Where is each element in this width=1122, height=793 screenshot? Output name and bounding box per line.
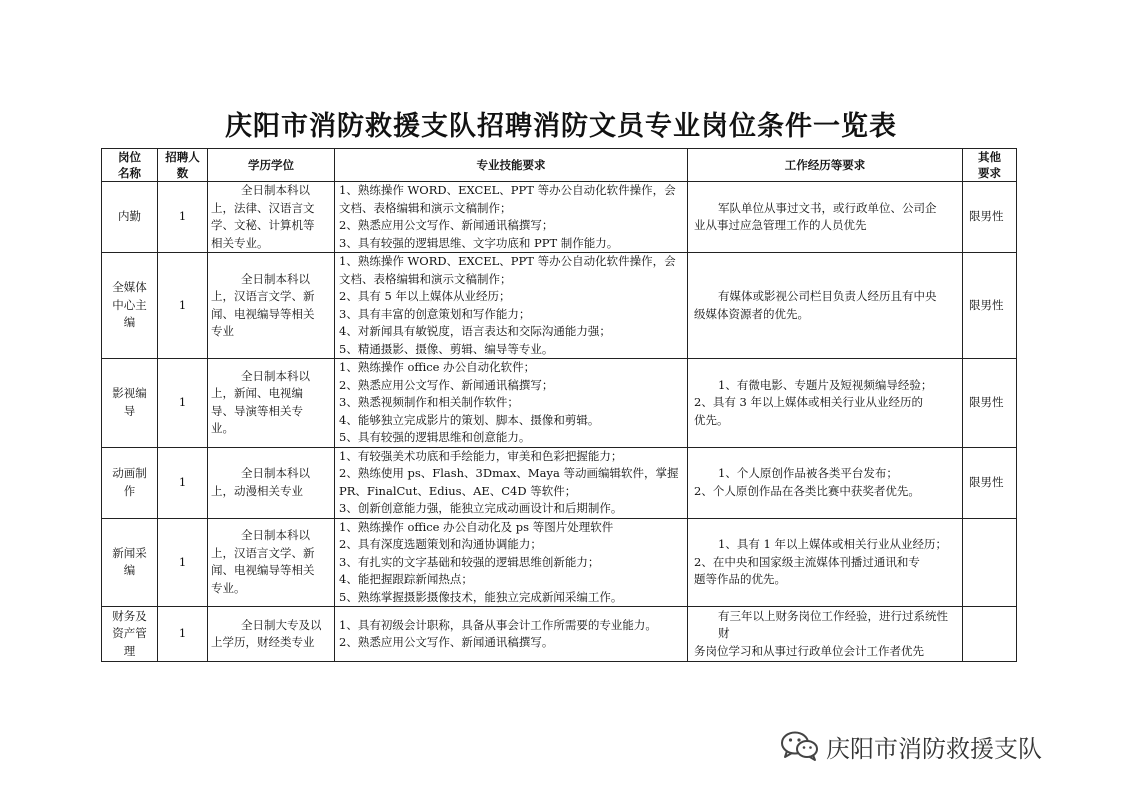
- experience-cell-line: 题等作品的优先。: [694, 572, 786, 586]
- skills-cell: [335, 253, 688, 359]
- experience-cell-line: 2、具有 3 年以上媒体或相关行业从业经历的: [694, 395, 923, 409]
- position-name-cell-line: 作: [123, 483, 136, 498]
- position-name-cell: [102, 359, 158, 448]
- header-count: 招聘人 数: [158, 149, 208, 182]
- other-requirement-cell: 限男性: [963, 359, 1017, 448]
- skills-cell-line: 1、熟练操作 office 办公自动化及 ps 等图片处理软件: [339, 519, 614, 534]
- table-row: [102, 447, 1017, 518]
- table-row: [102, 359, 1017, 448]
- experience-cell-line: 军队单位从事过文书，或行政单位、公司企: [718, 200, 937, 215]
- skills-cell: [335, 607, 688, 662]
- experience-cell-line: 优先。: [694, 412, 729, 427]
- position-name-cell: [102, 518, 158, 607]
- header-education: 学历学位: [208, 149, 335, 182]
- other-requirement-cell: 限男性: [963, 253, 1017, 359]
- header-other: 其他 要求: [963, 149, 1017, 182]
- education-cell-line: 全日制本科以: [241, 271, 310, 286]
- skills-cell-line: 2、具有深度选题策划和沟通协调能力；: [339, 537, 542, 551]
- position-name-cell: [102, 447, 158, 518]
- education-cell-line: 全日制本科以: [241, 183, 310, 197]
- experience-cell-line: 业从事过应急管理工作的人员优先: [694, 218, 867, 232]
- hiring-count-cell: 1: [158, 607, 208, 662]
- experience-cell-line: 1、具有 1 年以上媒体或相关行业从业经历；: [718, 537, 947, 551]
- watermark-text: 庆阳市消防救援支队: [826, 734, 1042, 763]
- position-name-cell: [102, 607, 158, 662]
- table-row: [102, 182, 1017, 253]
- skills-cell-line: 文档、表格编辑和演示文稿制作；: [339, 271, 512, 286]
- education-cell-line: 上，动漫相关专业: [211, 483, 303, 498]
- skills-cell-line: 4、能把握跟踪新闻热点；: [339, 572, 473, 586]
- education-cell-line: 专业。: [211, 580, 246, 595]
- header-experience: 工作经历等要求: [688, 149, 963, 182]
- position-name-cell-line: 内勤: [118, 209, 141, 224]
- experience-cell-line: 务岗位学习和从事过行政单位会计工作者优先: [694, 643, 924, 658]
- positions-table: [101, 148, 1017, 662]
- education-cell-line: 全日制本科以: [241, 528, 310, 543]
- education-cell-line: 闻、电视编导等相关: [211, 563, 315, 578]
- skills-cell-line: 3、熟悉视频制作和相关制作软件；: [339, 395, 519, 409]
- education-cell-line: 上，新闻、电视编: [211, 386, 303, 401]
- skills-cell-line: 3、有扎实的文字基础和较强的逻辑思维创新能力；: [339, 554, 600, 569]
- experience-cell-line: 有媒体或影视公司栏目负责人经历且有中央: [718, 289, 937, 303]
- skills-cell-line: 1、具有初级会计职称，具备从事会计工作所需要的专业能力。: [339, 617, 657, 632]
- position-name-cell-line: 全媒体: [112, 280, 147, 295]
- position-name-cell-line: 理: [123, 643, 136, 658]
- skills-cell-line: 1、熟练操作 WORD、EXCEL、PPT 等办公自动化软件操作，会: [339, 183, 676, 197]
- education-cell-line: 导、导演等相关专: [211, 403, 303, 418]
- skills-cell-line: PR、FinalCut、Edius、AE、C4D 等软件；: [339, 483, 577, 498]
- header-skills: 专业技能要求: [335, 149, 688, 182]
- skills-cell-line: 3、具有丰富的创意策划和写作能力；: [339, 306, 531, 321]
- education-cell: [208, 359, 335, 448]
- experience-cell: [688, 518, 963, 607]
- hiring-count-cell: 1: [158, 359, 208, 448]
- hiring-count-cell: 1: [158, 182, 208, 253]
- wechat-watermark: [780, 726, 1042, 766]
- skills-cell: [335, 182, 688, 253]
- experience-cell: [688, 607, 963, 662]
- hiring-count-cell: 1: [158, 253, 208, 359]
- skills-cell-line: 3、创新创意能力强，能独立完成动画设计和后期制作。: [339, 501, 623, 515]
- experience-cell-line: 级媒体资源者的优先。: [694, 306, 809, 321]
- education-cell-line: 专业: [211, 324, 234, 338]
- other-requirement-cell: 限男性: [963, 447, 1017, 518]
- skills-cell-line: 文档、表格编辑和演示文稿制作；: [339, 200, 512, 215]
- table-row: [102, 253, 1017, 359]
- experience-cell-line: 2、在中央和国家级主流媒体刊播过通讯和专: [694, 554, 920, 569]
- experience-cell: [688, 359, 963, 448]
- education-cell: [208, 253, 335, 359]
- hiring-count-cell: 1: [158, 518, 208, 607]
- other-requirement-cell: [963, 518, 1017, 607]
- education-cell-line: 上学历，财经类专业: [211, 635, 315, 649]
- skills-cell-line: 2、熟悉应用公文写作、新闻通讯稿撰写；: [339, 218, 554, 232]
- experience-cell-line: 1、个人原创作品被各类平台发布；: [718, 466, 898, 480]
- skills-cell-line: 1、熟练操作 office 办公自动化软件；: [339, 360, 536, 374]
- education-cell-line: 上，法律、汉语言文: [211, 200, 315, 215]
- header-position: 岗位 名称: [102, 149, 158, 182]
- position-name-cell-line: 资产管: [112, 626, 147, 641]
- position-name-cell-line: 编: [123, 315, 136, 330]
- education-cell-line: 闻、电视编导等相关: [211, 306, 315, 321]
- skills-cell-line: 2、具有 5 年以上媒体从业经历；: [339, 289, 511, 303]
- education-cell: [208, 447, 335, 518]
- education-cell-line: 业。: [211, 421, 234, 436]
- position-name-cell-line: 编: [123, 563, 136, 578]
- table-row: [102, 518, 1017, 607]
- experience-cell: [688, 182, 963, 253]
- position-name-cell-line: 导: [123, 403, 136, 418]
- experience-cell: [688, 253, 963, 359]
- education-cell-line: 上，汉语言文学、新: [211, 289, 315, 303]
- skills-cell-line: 2、熟悉应用公文写作、新闻通讯稿撰写；: [339, 377, 554, 392]
- skills-cell-line: 5、精通摄影、摄像、剪辑、编导等专业。: [339, 341, 554, 356]
- education-cell: [208, 518, 335, 607]
- skills-cell: [335, 447, 688, 518]
- position-name-cell-line: 财务及: [112, 608, 147, 623]
- skills-cell-line: 3、具有较强的逻辑思维、文字功底和 PPT 制作能力。: [339, 235, 619, 250]
- page-title: 庆阳市消防救援支队招聘消防文员专业岗位条件一览表: [225, 111, 897, 142]
- skills-cell: [335, 518, 688, 607]
- experience-cell-line: 有三年以上财务岗位工作经验，进行过系统性财: [718, 608, 948, 641]
- education-cell-line: 全日制本科以: [241, 368, 310, 383]
- other-requirement-cell: 限男性: [963, 182, 1017, 253]
- table-row: [102, 607, 1017, 662]
- skills-cell-line: 4、能够独立完成影片的策划、脚本、摄像和剪辑。: [339, 412, 600, 427]
- skills-cell: [335, 359, 688, 448]
- skills-cell-line: 2、熟练使用 ps、Flash、3Dmax、Maya 等动画编辑软件，掌握: [339, 466, 679, 480]
- education-cell: [208, 182, 335, 253]
- table-header-row: [102, 149, 1017, 182]
- education-cell: [208, 607, 335, 662]
- position-name-cell: [102, 182, 158, 253]
- skills-cell-line: 4、对新闻具有敏锐度，语言表达和交际沟通能力强；: [339, 324, 611, 338]
- skills-cell-line: 5、熟练掌握摄影摄像技术，能独立完成新闻采编工作。: [339, 589, 623, 604]
- education-cell-line: 全日制大专及以: [241, 617, 322, 632]
- skills-cell-line: 1、熟练操作 WORD、EXCEL、PPT 等办公自动化软件操作，会: [339, 254, 676, 268]
- position-name-cell-line: 动画制: [112, 466, 147, 480]
- position-name-cell-line: 中心主: [112, 297, 147, 312]
- education-cell-line: 全日制本科以: [241, 466, 310, 480]
- skills-cell-line: 2、熟悉应用公文写作、新闻通讯稿撰写。: [339, 635, 554, 649]
- experience-cell-line: 1、有微电影、专题片及短视频编导经验；: [718, 377, 933, 392]
- education-cell-line: 上，汉语言文学、新: [211, 545, 315, 560]
- experience-cell: [688, 447, 963, 518]
- education-cell-line: 相关专业。: [211, 235, 269, 250]
- skills-cell-line: 1、有较强美术功底和手绘能力，审美和色彩把握能力；: [339, 448, 623, 463]
- hiring-count-cell: 1: [158, 447, 208, 518]
- education-cell-line: 学、文秘、计算机等: [211, 218, 315, 232]
- position-name-cell-line: 新闻采: [112, 545, 147, 560]
- position-name-cell: [102, 253, 158, 359]
- experience-cell-line: 2、个人原创作品在各类比赛中获奖者优先。: [694, 483, 920, 498]
- position-name-cell-line: 影视编: [112, 386, 147, 401]
- wechat-icon: [780, 730, 820, 762]
- skills-cell-line: 5、具有较强的逻辑思维和创意能力。: [339, 430, 531, 444]
- other-requirement-cell: [963, 607, 1017, 662]
